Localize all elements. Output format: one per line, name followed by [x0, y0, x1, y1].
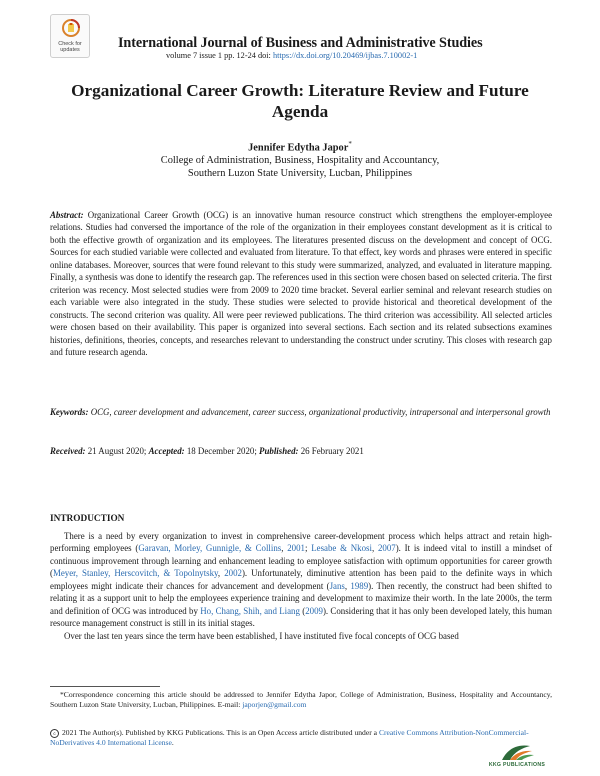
abstract-label: Abstract:: [50, 210, 84, 220]
accepted-label: Accepted:: [148, 446, 185, 456]
published-date: 26 February 2021: [300, 446, 364, 456]
publisher-logo: [484, 742, 550, 772]
license-link[interactable]: Creative Commons Attribution-NonCommercial-NoDerivatives 4.0 International License: [50, 728, 529, 748]
abstract-text: Organizational Career Growth (OCG) is an innovative human resource construct which strengthens the employer-employee relations. Studies had conversed the importance of the role of the organization in their employees constant development as it is critical to both the effective growth of organization and its employees. The literatures presented discuss on the development and concept of OCG. Sources for each studied variable were collected and evaluated from literature. To that effect, key words and phrases were entered in specific online databases. Moreover, sources that were found relevant to this study were summarized, analyzed, and evaluated in literature mapping. Finally, a synthesis was done to identify the research gap. The references used in this section were chosen based on selected criteria. The first criterion was recency. Most selected studies were from 2009 to 2020 time bracket. Several earlier seminal and relevant research studies on each variable were also integrated in the study. These studies were selected to provide historical and theoretical development of the constructs. The second criterion was quality. All were peer reviewed publications. The third criterion was accessibility. All selected articles were chosen based on their availability. This paper is organized into several sections. Each section and its related subsections examines histories, definitions, theories, concepts, and researches relevant to understanding the construct under scrutiny. This closes with research gap and future research agenda.: [50, 210, 553, 357]
keywords-text: OCG, career development and advancement, career success, organizational productivity, intrapersonal and interpersonal growth: [90, 407, 551, 417]
license-notice: c 2021 The Author(s). Published by KKG Publications. This is an Open Access article distributed under a Creative Commons Attribution-NonCommercial-NoDerivatives 4.0 International License.: [50, 728, 529, 748]
check-for-updates-badge[interactable]: [50, 14, 90, 58]
check-for-updates-icon: [62, 19, 80, 37]
citation-link[interactable]: Ho, Chang, Shih, and Liang: [200, 605, 300, 616]
journal-title: International Journal of Business and Administrative Studies: [118, 35, 483, 51]
introduction-body: [50, 530, 552, 642]
affiliation-line: Southern Luzon State University, Lucban, Philippines: [187, 168, 413, 179]
publisher-logo-text: KKG PUBLICATIONS: [488, 762, 546, 768]
citation-year-link[interactable]: 2009: [305, 605, 323, 616]
copyright-icon: c: [50, 729, 59, 738]
keywords-label: Keywords:: [50, 407, 89, 417]
citation-year-link[interactable]: 1989: [350, 580, 369, 591]
citation-link[interactable]: Garavan, Morley, Gunnigle, & Collins: [138, 543, 282, 554]
article-dates: [50, 446, 552, 456]
citation-year-link[interactable]: 2007: [377, 543, 396, 554]
affiliation-line: College of Administration, Business, Hospitality and Accountancy,: [160, 155, 440, 166]
check-for-updates-caption: Check for updates: [58, 41, 82, 53]
citation-link[interactable]: Meyer, Stanley, Herscovitch, & Topolnytsky: [52, 568, 218, 579]
abstract: [50, 209, 552, 358]
author-affiliation: [0, 154, 600, 180]
citation-year-link[interactable]: 2002: [224, 568, 242, 579]
paragraph: There is a need by every organization to invest in comprehensive career-development process which helps attract and retain high-performing employees (Garavan, Morley, Gunnigle, & Collins, 2001; Lesabe & Nkosi, 2007). It is indeed vital to instill a mindset of continuous improvement through learning and enhancement leading to employee satisfaction with optimum opportunities for career growth (Meyer, Stanley, Herscovitch, & Topolnytsky, 2002). Unfortunately, diminutive attention has been paid to the definite ways in which employees might indicate their chances for advancement and development (Jans, 1989). Then recently, the construct had been shifted to relating it as a support unit to help the employees experience training and development to maximize their worth. In the late 2000s, the term and definition of OCG was introduced by Ho, Chang, Shih, and Liang (2009). Considering that it has only been developed lately, this human resource management construct is still in its initial stages.: [50, 531, 553, 629]
section-heading-introduction: INTRODUCTION: [50, 514, 125, 524]
author-name: Jennifer Edytha Japor*: [248, 140, 352, 154]
journal-meta: volume 7 issue 1 pp. 12-24 doi: https://dx.doi.org/10.20469/ijbas.7.10002-1: [166, 51, 418, 60]
author-footnote-mark: *: [348, 140, 352, 148]
email-link[interactable]: japorjen@gmail.com: [242, 700, 307, 710]
correspondence-footnote: *Correspondence concerning this article should be addressed to Jennifer Edytha Japor, College of Administration, Business, Hospitality and Accountancy, Southern Luzon State University, Lucban, Philippines. E-mail: japorjen@gmail.com: [50, 690, 552, 710]
publisher-logo-icon: [484, 742, 550, 762]
received-date: 21 August 2020;: [87, 446, 147, 456]
citation-link[interactable]: Jans: [329, 580, 345, 591]
footnote-divider: [50, 686, 160, 687]
published-label: Published:: [259, 446, 299, 456]
keywords: [50, 406, 552, 418]
received-label: Received:: [50, 446, 86, 456]
citation-year-link[interactable]: 2001: [287, 543, 305, 554]
paper-title: Organizational Career Growth: Literature Review and Future Agenda: [71, 81, 529, 121]
citation-link[interactable]: Lesabe & Nkosi: [311, 543, 372, 554]
accepted-date: 18 December 2020;: [186, 446, 257, 456]
paragraph: Over the last ten years since the term have been established, I have instituted five focal concepts of OCG based: [64, 630, 459, 641]
doi-link[interactable]: https://dx.doi.org/10.20469/ijbas.7.10002-1: [272, 51, 418, 60]
